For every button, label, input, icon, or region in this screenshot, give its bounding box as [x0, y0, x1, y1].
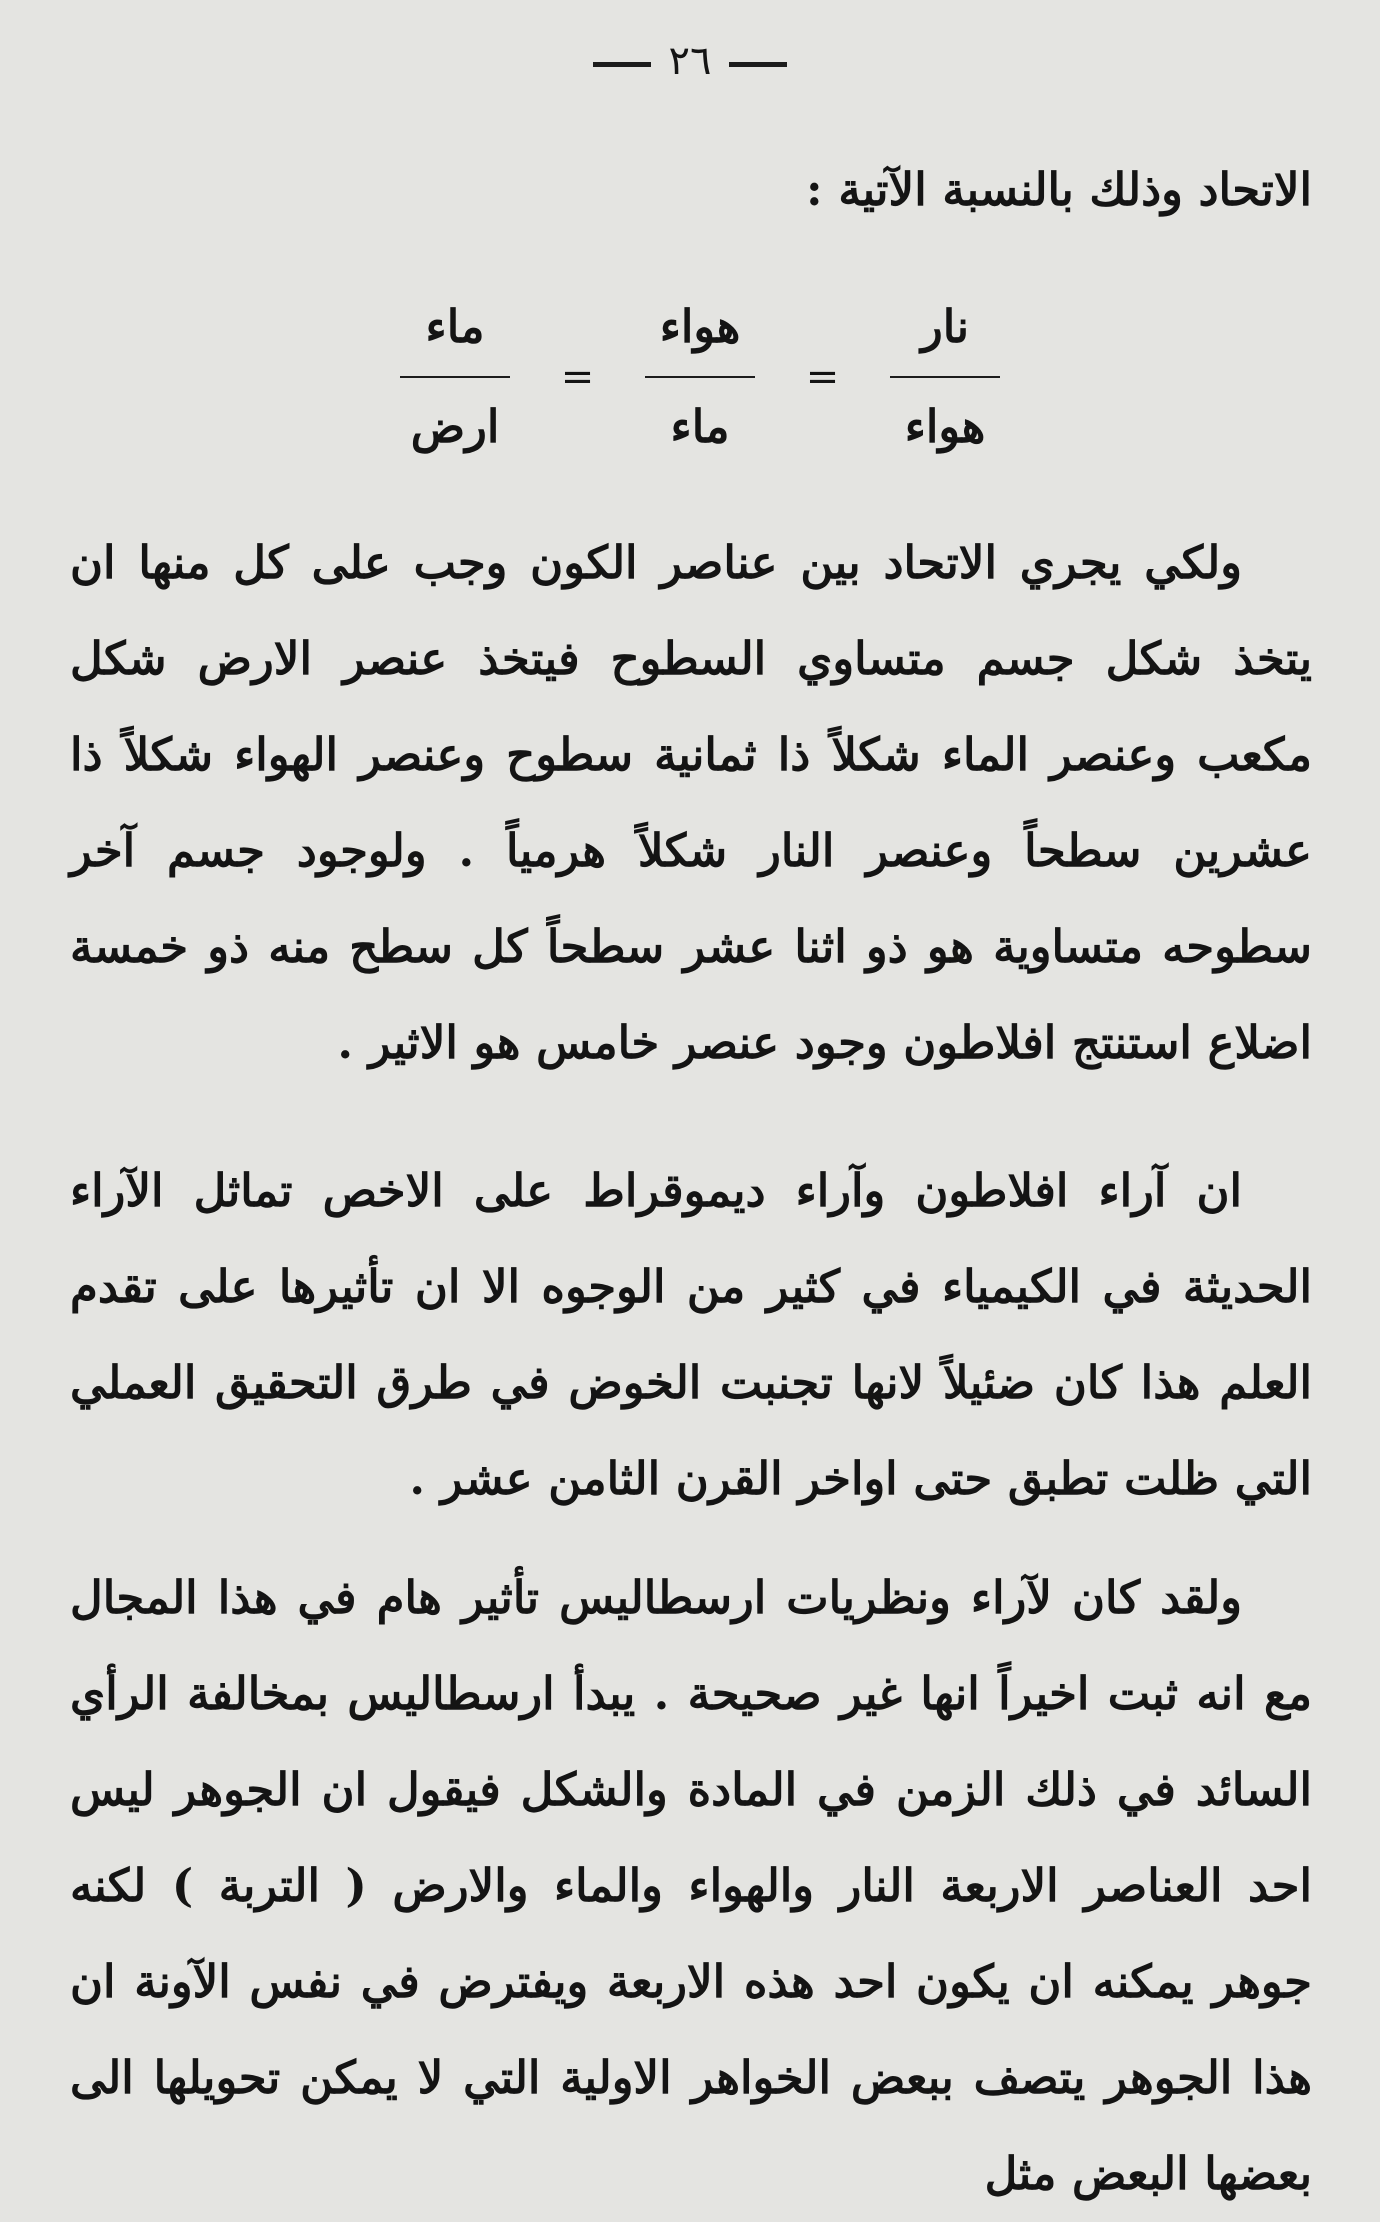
- fraction-denominator: ماء: [670, 400, 730, 453]
- equals-sign: =: [805, 354, 840, 400]
- page-number-dash-right: [729, 62, 787, 67]
- fraction-bar: [400, 376, 510, 378]
- equals-sign: =: [560, 354, 595, 400]
- fraction-numerator: ماء: [425, 300, 485, 353]
- paragraph-2: [70, 1143, 1312, 1527]
- fraction-bar: [645, 376, 755, 378]
- paragraph-1: [70, 515, 1312, 1091]
- fraction-numerator: هواء: [659, 300, 741, 353]
- element-ratio: [400, 282, 1000, 472]
- paragraph-3-text: ولقد كان لآراء ونظريات ارسطاليس تأثير هام في هذا المجال مع انه ثبت اخيراً انها غير صحيحة . يبدأ ارسطاليس بمخالفة الرأي السائد في ذلك الزمن في المادة والشكل فيقول ان الجوهر ليس احد العناصر الاربعة النار والهواء والماء والارض ( التربة ) لكنه جوهر يمكنه ان يكون احد هذه الاربعة ويفترض في نفس الآونة ان هذا الجوهر يتصف ببعض الخواهر الاولية التي لا يمكن تحويلها الى بعضها البعض مثل: [70, 1571, 1312, 2200]
- paragraph-3: [70, 1550, 1312, 2222]
- fraction-fire-air: [890, 292, 1000, 462]
- page-number-value: ٢٦: [668, 38, 712, 84]
- page-number-dash-left: [593, 62, 651, 67]
- page-number: [0, 38, 1380, 84]
- intro-line: الاتحاد وذلك بالنسبة الآتية :: [806, 163, 1312, 216]
- fraction-denominator: ارض: [410, 400, 500, 453]
- fraction-water-earth: [400, 292, 510, 462]
- paragraph-2-text: ان آراء افلاطون وآراء ديموقراط على الاخص تماثل الآراء الحديثة في الكيمياء في كثير من الوجوه الا ان تأثيرها على تقدم العلم هذا كان ضئيلاً لانها تجنبت الخوض في طرق التحقيق العملي التي ظلت تطبق حتى اواخر القرن الثامن عشر .: [70, 1164, 1312, 1505]
- fraction-air-water: [645, 292, 755, 462]
- paragraph-1-text: ولكي يجري الاتحاد بين عناصر الكون وجب على كل منها ان يتخذ شكل جسم متساوي السطوح فيتخذ عنصر الارض شكل مكعب وعنصر الماء شكلاً ذا ثمانية سطوح وعنصر الهواء شكلاً ذا عشرين سطحاً وعنصر النار شكلاً هرمياً . ولوجود جسم آخر سطوحه متساوية هو ذو اثنا عشر سطحاً كل سطح منه ذو خمسة اضلاع استنتج افلاطون وجود عنصر خامس هو الاثير .: [70, 536, 1312, 1069]
- fraction-numerator: نار: [921, 300, 969, 353]
- fraction-bar: [890, 376, 1000, 378]
- fraction-denominator: هواء: [904, 400, 986, 453]
